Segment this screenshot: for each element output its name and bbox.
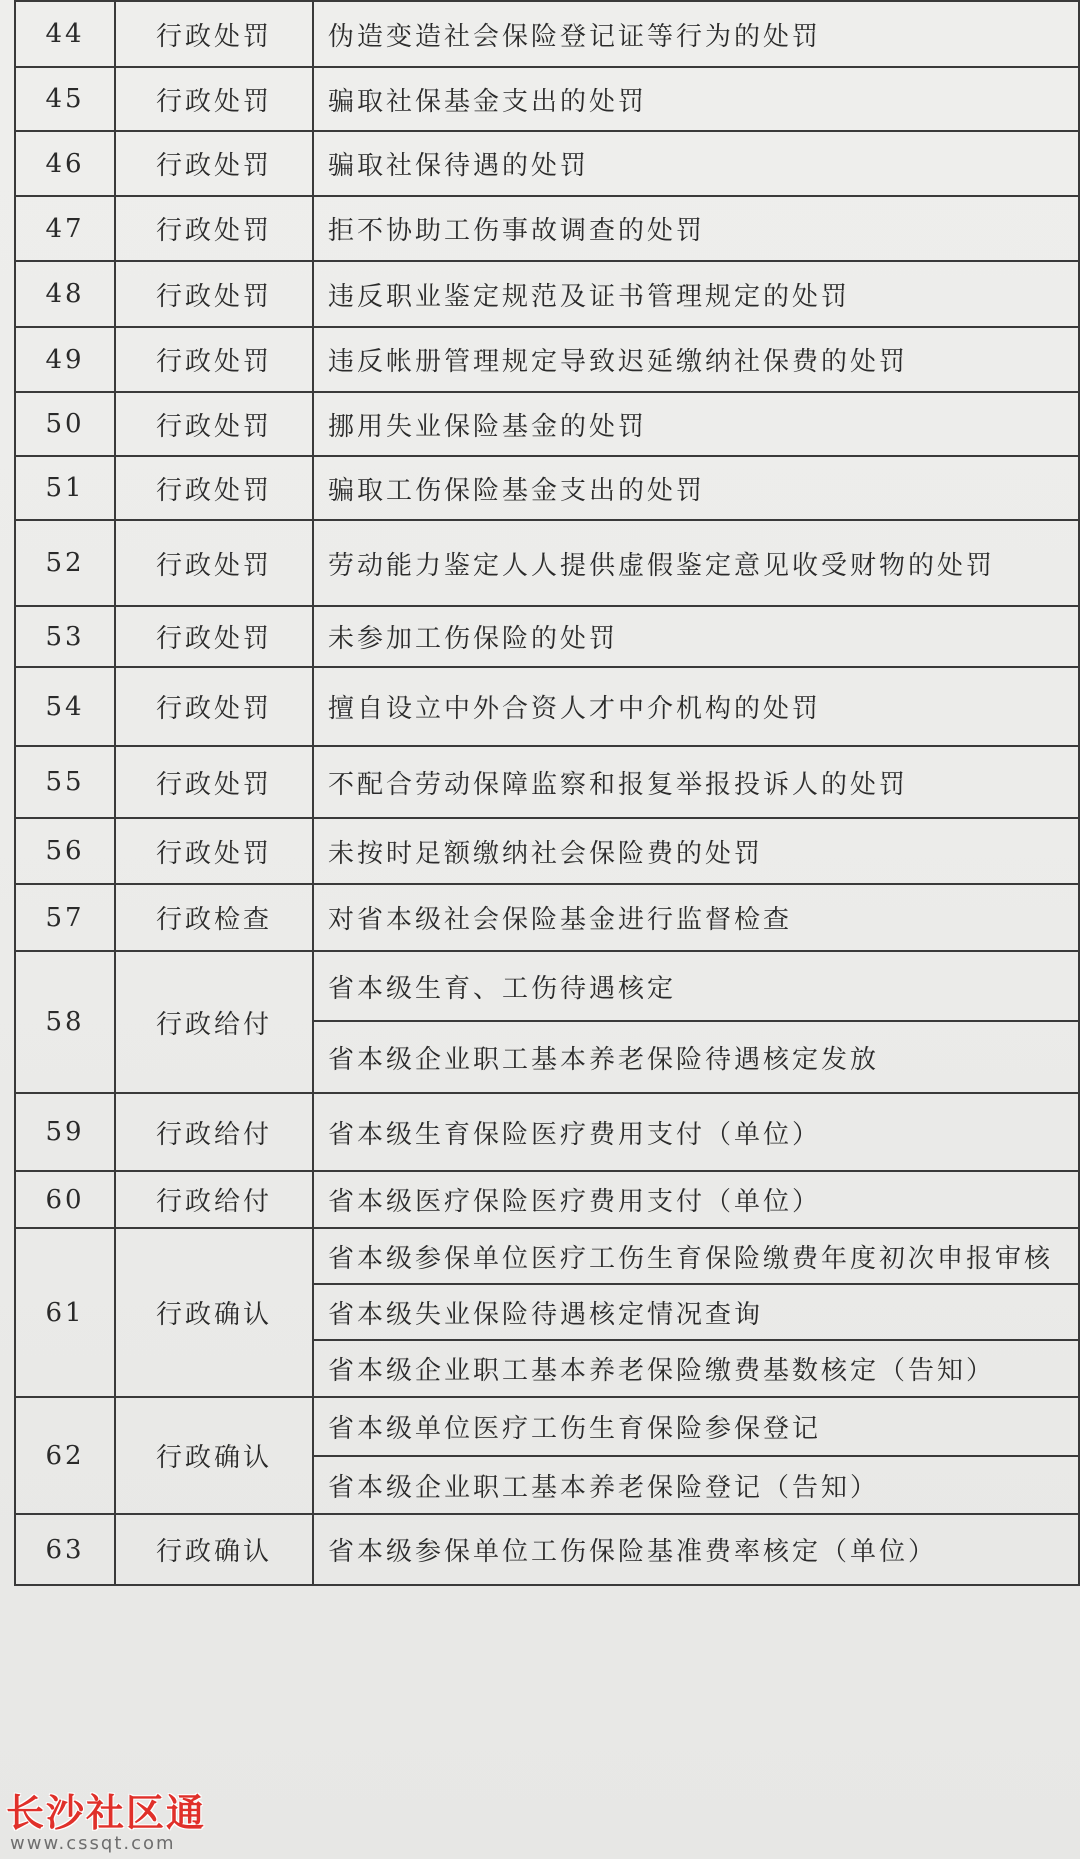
item-name: 省本级企业职工基本养老保险缴费基数核定（告知） <box>313 1340 1079 1397</box>
site-watermark <box>6 1792 236 1854</box>
table-row <box>15 1093 1079 1171</box>
row-number: 49 <box>15 327 115 392</box>
row-number: 47 <box>15 196 115 261</box>
table-row <box>15 1514 1079 1585</box>
item-name: 未按时足额缴纳社会保险费的处罚 <box>313 818 1079 884</box>
row-number: 51 <box>15 456 115 520</box>
item-name: 不配合劳动保障监察和报复举报投诉人的处罚 <box>313 746 1079 818</box>
item-name: 省本级参保单位工伤保险基准费率核定（单位） <box>313 1514 1079 1585</box>
table-row <box>15 196 1079 261</box>
item-type: 行政处罚 <box>115 746 313 818</box>
item-type: 行政处罚 <box>115 67 313 131</box>
item-type: 行政处罚 <box>115 1 313 67</box>
item-name: 擅自设立中外合资人才中介机构的处罚 <box>313 667 1079 746</box>
row-number: 52 <box>15 520 115 606</box>
item-type: 行政处罚 <box>115 667 313 746</box>
item-type: 行政处罚 <box>115 392 313 456</box>
row-number: 58 <box>15 951 115 1093</box>
item-type: 行政确认 <box>115 1228 313 1397</box>
item-name: 违反帐册管理规定导致迟延缴纳社保费的处罚 <box>313 327 1079 392</box>
table-row <box>15 884 1079 951</box>
item-type: 行政给付 <box>115 951 313 1093</box>
table-row <box>15 1228 1079 1284</box>
row-number: 48 <box>15 261 115 327</box>
table-row <box>15 746 1079 818</box>
item-name: 省本级企业职工基本养老保险待遇核定发放 <box>313 1021 1079 1093</box>
table-row <box>15 131 1079 196</box>
item-name: 省本级失业保险待遇核定情况查询 <box>313 1284 1079 1340</box>
item-type: 行政确认 <box>115 1514 313 1585</box>
table-row <box>15 1397 1079 1456</box>
item-type: 行政处罚 <box>115 456 313 520</box>
table-row <box>15 67 1079 131</box>
row-number: 61 <box>15 1228 115 1397</box>
item-name: 骗取社保待遇的处罚 <box>313 131 1079 196</box>
table-row <box>15 261 1079 327</box>
table-row <box>15 818 1079 884</box>
item-type: 行政给付 <box>115 1171 313 1228</box>
item-name: 劳动能力鉴定人人提供虚假鉴定意见收受财物的处罚 <box>313 520 1079 606</box>
item-name: 省本级企业职工基本养老保险登记（告知） <box>313 1456 1079 1514</box>
item-type: 行政检查 <box>115 884 313 951</box>
item-name: 骗取社保基金支出的处罚 <box>313 67 1079 131</box>
item-name: 省本级单位医疗工伤生育保险参保登记 <box>313 1397 1079 1456</box>
row-number: 45 <box>15 67 115 131</box>
row-number: 50 <box>15 392 115 456</box>
row-number: 44 <box>15 1 115 67</box>
row-number: 56 <box>15 818 115 884</box>
item-type: 行政处罚 <box>115 196 313 261</box>
row-number: 53 <box>15 606 115 667</box>
row-number: 62 <box>15 1397 115 1514</box>
table-row <box>15 456 1079 520</box>
item-type: 行政确认 <box>115 1397 313 1514</box>
item-name: 省本级医疗保险医疗费用支付（单位） <box>313 1171 1079 1228</box>
item-type: 行政处罚 <box>115 261 313 327</box>
table-row <box>15 392 1079 456</box>
row-number: 57 <box>15 884 115 951</box>
item-type: 行政处罚 <box>115 606 313 667</box>
item-name: 拒不协助工伤事故调查的处罚 <box>313 196 1079 261</box>
table-row <box>15 520 1079 606</box>
table-row <box>15 1171 1079 1228</box>
row-number: 54 <box>15 667 115 746</box>
item-name: 省本级生育保险医疗费用支付（单位） <box>313 1093 1079 1171</box>
item-type: 行政处罚 <box>115 327 313 392</box>
item-name: 省本级生育、工伤待遇核定 <box>313 951 1079 1021</box>
table-row <box>15 951 1079 1021</box>
row-number: 46 <box>15 131 115 196</box>
item-name: 骗取工伤保险基金支出的处罚 <box>313 456 1079 520</box>
item-type: 行政处罚 <box>115 520 313 606</box>
row-number: 60 <box>15 1171 115 1228</box>
row-number: 55 <box>15 746 115 818</box>
item-list-body <box>15 1 1079 1585</box>
item-name: 对省本级社会保险基金进行监督检查 <box>313 884 1079 951</box>
item-name: 未参加工伤保险的处罚 <box>313 606 1079 667</box>
item-list-table <box>14 0 1080 1586</box>
table-row <box>15 1 1079 67</box>
table-row <box>15 667 1079 746</box>
item-name: 违反职业鉴定规范及证书管理规定的处罚 <box>313 261 1079 327</box>
item-type: 行政处罚 <box>115 131 313 196</box>
table-row <box>15 327 1079 392</box>
row-number: 63 <box>15 1514 115 1585</box>
item-type: 行政处罚 <box>115 818 313 884</box>
table-row <box>15 606 1079 667</box>
watermark-url: www.cssqt.com <box>10 1833 176 1854</box>
watermark-title: 长沙社区通 <box>6 1791 207 1835</box>
item-type: 行政给付 <box>115 1093 313 1171</box>
item-name: 挪用失业保险基金的处罚 <box>313 392 1079 456</box>
item-name: 省本级参保单位医疗工伤生育保险缴费年度初次申报审核 <box>313 1228 1079 1284</box>
item-name: 伪造变造社会保险登记证等行为的处罚 <box>313 1 1079 67</box>
row-number: 59 <box>15 1093 115 1171</box>
